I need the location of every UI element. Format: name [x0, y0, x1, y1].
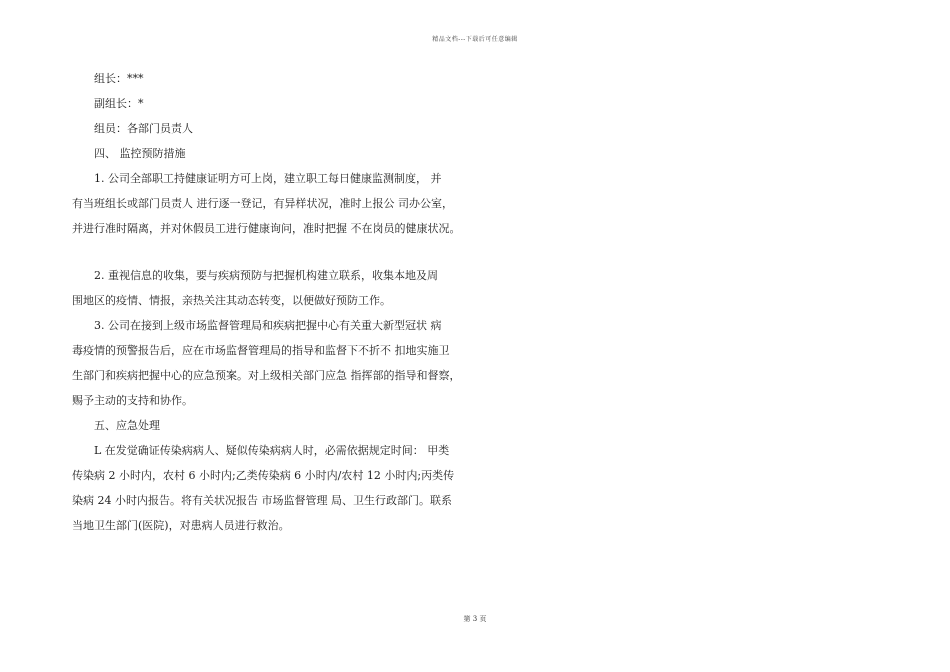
item-2-line-2: 围地区的疫情、情报，亲热关注其动态转变，以便做好预防工作。 [72, 294, 391, 307]
members-line: 组员：各部门员责人 [94, 122, 193, 135]
item-2-line-1: 2. 重视信息的收集，要与疾病预防与把握机构建立联系，收集本地及周 [94, 269, 438, 282]
document-body [72, 66, 472, 538]
paragraph-gap [72, 241, 472, 263]
item-5-1-line-2: 传染病 2 小时内，农村 6 小时内;乙类传染病 6 小时内/农村 12 小时内;丙类传 [72, 469, 455, 482]
page-number: 第 3 页 [463, 615, 487, 623]
item-5-1-line-4: 当地卫生部门(医院)，对患病人员进行救治。 [72, 519, 290, 532]
item-5-1-line-3: 染病 24 小时内报告。将有关状况报告 市场监督管理 局、卫生行政部门。联系 [72, 494, 452, 507]
leader-line: 组长：*** [94, 72, 144, 85]
header-note: 精品文档---下载后可任意编辑 [432, 36, 518, 43]
item-1-line-2: 有当班组长或部门员责人 进行逐一登记，有异样状况，准时上报公 司办公室， [72, 197, 453, 210]
item-3-line-4: 赐予主动的支持和协作。 [72, 394, 193, 407]
item-3-line-1: 3. 公司在接到上级市场监督管理局和疾病把握中心有关重大新型冠状 病 [94, 319, 442, 332]
deputy-line: 副组长：* [94, 97, 144, 110]
section-5-heading: 五、应急处理 [94, 419, 160, 432]
item-3-line-3: 生部门和疾病把握中心的应急预案。对上级相关部门应急 指挥部的指导和督察， [72, 369, 461, 382]
section-4-heading: 四、 监控预防措施 [94, 147, 186, 160]
item-1-line-3: 并进行准时隔离，并对休假员工进行健康询问，准时把握 不在岗员的健康状况。 [72, 222, 461, 235]
item-1-line-1: 1. 公司全部职工持健康证明方可上岗，建立职工每日健康监测制度， 并 [94, 172, 442, 185]
item-5-1-line-1: L 在发觉确证传染病病人、疑似传染病病人时，必需依据规定时间： 甲类 [94, 444, 450, 457]
item-3-line-2: 毒疫情的预警报告后，应在市场监督管理局的指导和监督下不折不 扣地实施卫 [72, 344, 450, 357]
